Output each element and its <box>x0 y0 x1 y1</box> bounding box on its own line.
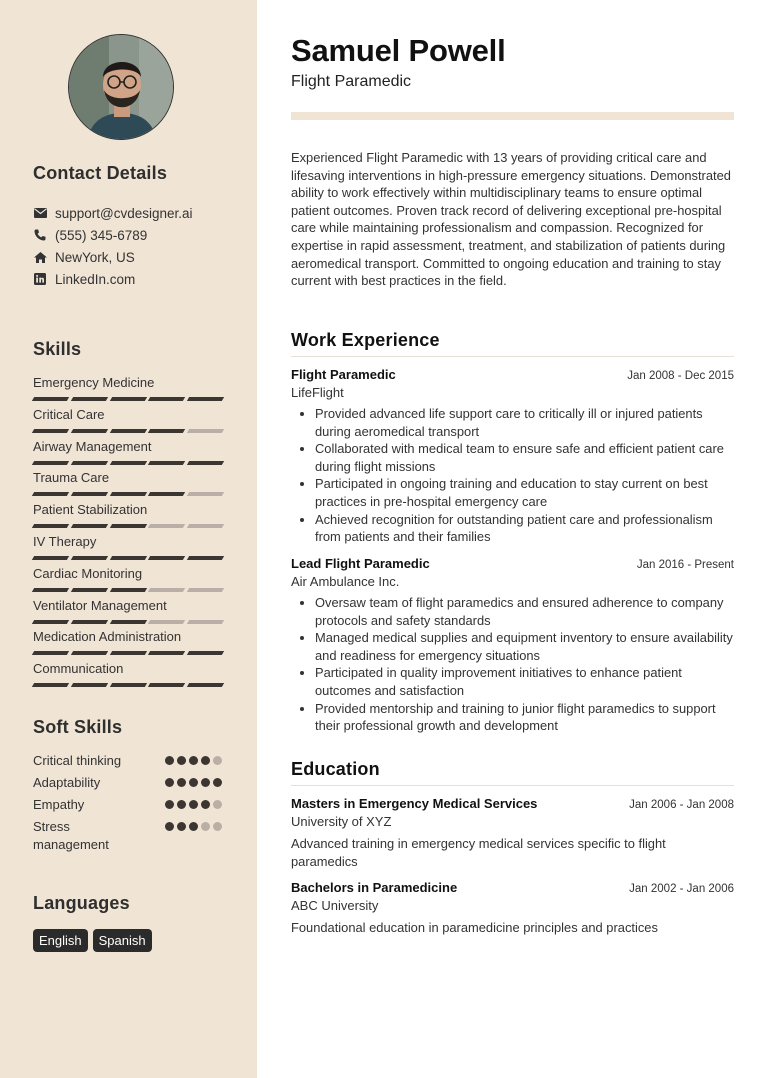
skill-item <box>33 469 223 501</box>
contact-phone[interactable] <box>33 224 193 246</box>
job-bullets <box>291 594 734 735</box>
sidebar <box>0 0 257 1078</box>
job-company: LifeFlight <box>291 385 344 400</box>
skill-name: Critical Care <box>33 406 105 422</box>
work-divider <box>291 356 734 357</box>
rating-dot <box>201 778 210 787</box>
skill-level-bar <box>33 620 223 624</box>
rating-dot <box>189 778 198 787</box>
education-school: University of XYZ <box>291 814 392 829</box>
skill-level-segment <box>109 524 146 528</box>
skill-level-segment <box>187 588 224 592</box>
envelope-icon <box>33 206 47 220</box>
skill-level-segment <box>32 524 69 528</box>
skills-heading: Skills <box>33 339 82 359</box>
skill-level-segment <box>32 492 69 496</box>
rating-dot <box>177 756 186 765</box>
header-divider <box>291 112 734 120</box>
rating-dot <box>165 822 174 831</box>
contact-list <box>33 202 193 290</box>
skill-level-bar <box>33 556 223 560</box>
job-bullet: • Provided advanced life support care to critically ill or injured patients during aeromedical transport <box>315 405 734 440</box>
skill-item <box>33 628 223 660</box>
contact-heading: Contact Details <box>33 163 168 183</box>
skill-level-segment <box>71 397 108 401</box>
rating-dot <box>177 800 186 809</box>
contact-linkedin-text: LinkedIn.com <box>55 271 136 287</box>
skill-item <box>33 597 223 629</box>
skill-level-segment <box>109 461 146 465</box>
job-bullet: • Achieved recognition for outstanding patient care and professionalism from patients and their families <box>315 511 734 546</box>
job-date: Jan 2008 - Dec 2015 <box>627 370 734 382</box>
rating-dot <box>165 778 174 787</box>
soft-skill-rating <box>165 822 222 854</box>
skill-level-segment <box>148 620 185 624</box>
job-bullet: • Provided mentorship and training to junior flight paramedics to support their professional growth and development <box>315 700 734 735</box>
soft-skill-name: Empathy <box>33 797 85 812</box>
rating-dot <box>213 778 222 787</box>
skill-name: Emergency Medicine <box>33 375 155 390</box>
skill-level-segment <box>71 524 108 528</box>
rating-dot <box>177 778 186 787</box>
skill-level-segment <box>109 492 146 496</box>
rating-dot <box>201 800 210 809</box>
skill-level-segment <box>148 429 185 433</box>
contact-phone-text: (555) 345-6789 <box>55 227 148 243</box>
skill-level-segment <box>148 524 185 528</box>
rating-dot <box>177 822 186 831</box>
skill-level-bar <box>33 683 223 687</box>
rating-dot <box>213 756 222 765</box>
job-bullet: • Participated in ongoing training and education to stay current on best practices in pre-hospital emergency care <box>315 475 734 510</box>
skill-level-segment <box>71 683 108 687</box>
skill-level-bar <box>33 429 223 433</box>
skill-level-segment <box>71 588 108 592</box>
job-entry <box>291 366 734 546</box>
skill-level-segment <box>71 651 108 655</box>
skill-level-bar <box>33 588 223 592</box>
job-bullet: • Oversaw team of flight paramedics and ensured adherence to company protocols and safety standards <box>315 594 734 629</box>
skill-level-segment <box>187 429 224 433</box>
skill-level-segment <box>187 492 224 496</box>
job-title: Flight Paramedic <box>291 367 396 382</box>
skill-level-segment <box>71 492 108 496</box>
skill-name: Cardiac Monitoring <box>33 565 143 581</box>
skill-name: Patient Stabilization <box>33 502 148 518</box>
skill-level-segment <box>32 683 69 687</box>
skill-item <box>33 533 223 565</box>
rating-dot <box>189 800 198 809</box>
summary-text: Experienced Flight Paramedic with 13 years of providing critical care and lifesaving interventions in high-pressure emergency situations. Demonstrated ability to work effectively within multidisciplinary teams to ensure optimal patient outcomes. Proven track record of delivering exceptional pre-hospital care while maintaining professionalism and compassion. Recognized for expertise in rapid assessment, treatment, and stabilization of patients during aeromedical transport. Committed to ongoing education and training to stay current with best practices in the field. <box>291 150 731 289</box>
soft-skill-item <box>33 796 223 814</box>
skill-name: Ventilator Management <box>33 597 167 613</box>
skill-level-bar <box>33 651 223 655</box>
skill-level-segment <box>187 620 224 624</box>
skill-level-segment <box>71 429 108 433</box>
skill-level-segment <box>109 651 146 655</box>
skill-level-segment <box>32 397 69 401</box>
skill-level-segment <box>148 397 185 401</box>
contact-location <box>33 246 193 268</box>
job-bullet: • Managed medical supplies and equipment inventory to ensure availability and readiness for emergency situations <box>315 629 734 664</box>
skill-name: Medication Administration <box>33 629 182 645</box>
soft-skill-item <box>33 818 223 854</box>
skill-item <box>33 660 223 692</box>
linkedin-icon <box>33 272 47 286</box>
rating-dot <box>189 822 198 831</box>
skill-level-segment <box>32 651 69 655</box>
education-degree: Masters in Emergency Medical Services <box>291 796 538 811</box>
phone-icon <box>33 228 47 242</box>
job-date: Jan 2016 - Present <box>636 559 734 571</box>
soft-skills-list <box>33 752 223 854</box>
skill-level-segment <box>32 620 69 624</box>
skill-level-segment <box>71 556 108 560</box>
rating-dot <box>165 756 174 765</box>
skill-level-segment <box>187 461 224 465</box>
rating-dot <box>189 756 198 765</box>
avatar <box>68 34 174 140</box>
skill-level-segment <box>187 397 224 401</box>
skill-level-segment <box>187 651 224 655</box>
skill-level-segment <box>109 556 146 560</box>
skill-name: Airway Management <box>33 438 152 454</box>
skill-level-segment <box>32 588 69 592</box>
skill-name: IV Therapy <box>33 533 97 549</box>
soft-skill-rating <box>165 756 222 770</box>
soft-skill-rating <box>165 800 222 814</box>
education-divider <box>291 785 734 786</box>
education-date: Jan 2002 - Jan 2006 <box>629 883 734 895</box>
contact-linkedin[interactable] <box>33 268 193 290</box>
skill-item <box>33 501 223 533</box>
skill-level-segment <box>148 651 185 655</box>
skill-level-segment <box>109 397 146 401</box>
skill-level-segment <box>148 556 185 560</box>
skill-level-segment <box>32 461 69 465</box>
skill-level-segment <box>109 429 146 433</box>
skills-list <box>33 374 223 692</box>
skill-item <box>33 565 223 597</box>
job-entry <box>291 555 734 735</box>
skill-level-segment <box>148 588 185 592</box>
skill-level-segment <box>148 683 185 687</box>
language-badge: Spanish <box>93 929 152 952</box>
candidate-name: Samuel Powell <box>291 33 506 68</box>
language-badge: English <box>33 929 88 952</box>
contact-email-text: support@cvdesigner.ai <box>55 205 193 221</box>
contact-location-text: NewYork, US <box>55 249 135 265</box>
rating-dot <box>165 800 174 809</box>
education-heading: Education <box>291 759 380 779</box>
skill-level-segment <box>187 524 224 528</box>
skill-level-segment <box>32 429 69 433</box>
skill-level-segment <box>109 588 146 592</box>
skill-level-segment <box>148 492 185 496</box>
job-company: Air Ambulance Inc. <box>291 574 400 589</box>
skill-item <box>33 438 223 470</box>
contact-email[interactable] <box>33 202 193 224</box>
skill-level-segment <box>109 620 146 624</box>
soft-skill-rating <box>165 778 222 792</box>
education-entry <box>291 879 734 937</box>
soft-skill-item <box>33 774 223 792</box>
skill-level-segment <box>148 461 185 465</box>
rating-dot <box>201 822 210 831</box>
soft-skill-name: Adaptability <box>33 775 101 790</box>
job-bullets <box>291 405 734 546</box>
skill-level-bar <box>33 461 223 465</box>
skill-level-segment <box>187 683 224 687</box>
soft-skill-name: Critical thinking <box>33 753 122 768</box>
languages-list <box>33 929 152 952</box>
skill-name: Trauma Care <box>33 470 110 486</box>
job-bullet: • Participated in quality improvement initiatives to enhance patient outcomes and satisfaction <box>315 664 734 699</box>
job-title: Lead Flight Paramedic <box>291 556 430 571</box>
education-description: Advanced training in emergency medical services specific to flight paramedics <box>291 836 666 869</box>
rating-dot <box>213 800 222 809</box>
skill-name: Communication <box>33 661 124 677</box>
job-bullet: • Collaborated with medical team to ensure safe and efficient patient care during flight missions <box>315 440 734 475</box>
education-school: ABC University <box>291 898 379 913</box>
rating-dot <box>213 822 222 831</box>
skill-item <box>33 374 223 406</box>
skill-level-bar <box>33 397 223 401</box>
education-date: Jan 2006 - Jan 2008 <box>629 799 734 811</box>
profile-photo <box>69 35 174 140</box>
education-degree: Bachelors in Paramedicine <box>291 880 458 895</box>
home-icon <box>33 250 47 264</box>
skill-level-bar <box>33 524 223 528</box>
skill-level-segment <box>109 683 146 687</box>
languages-heading: Languages <box>33 893 130 913</box>
rating-dot <box>201 756 210 765</box>
soft-skill-name: Stress management <box>33 819 109 852</box>
education-description: Foundational education in paramedicine principles and practices <box>291 920 658 935</box>
soft-skill-item <box>33 752 223 770</box>
skill-level-segment <box>32 556 69 560</box>
work-heading: Work Experience <box>291 330 440 350</box>
skill-level-segment <box>187 556 224 560</box>
education-entry <box>291 795 734 870</box>
skill-level-bar <box>33 492 223 496</box>
skill-level-segment <box>71 461 108 465</box>
soft-skills-heading: Soft Skills <box>33 717 123 737</box>
candidate-title: Flight Paramedic <box>291 73 412 90</box>
skill-item <box>33 406 223 438</box>
skill-level-segment <box>71 620 108 624</box>
